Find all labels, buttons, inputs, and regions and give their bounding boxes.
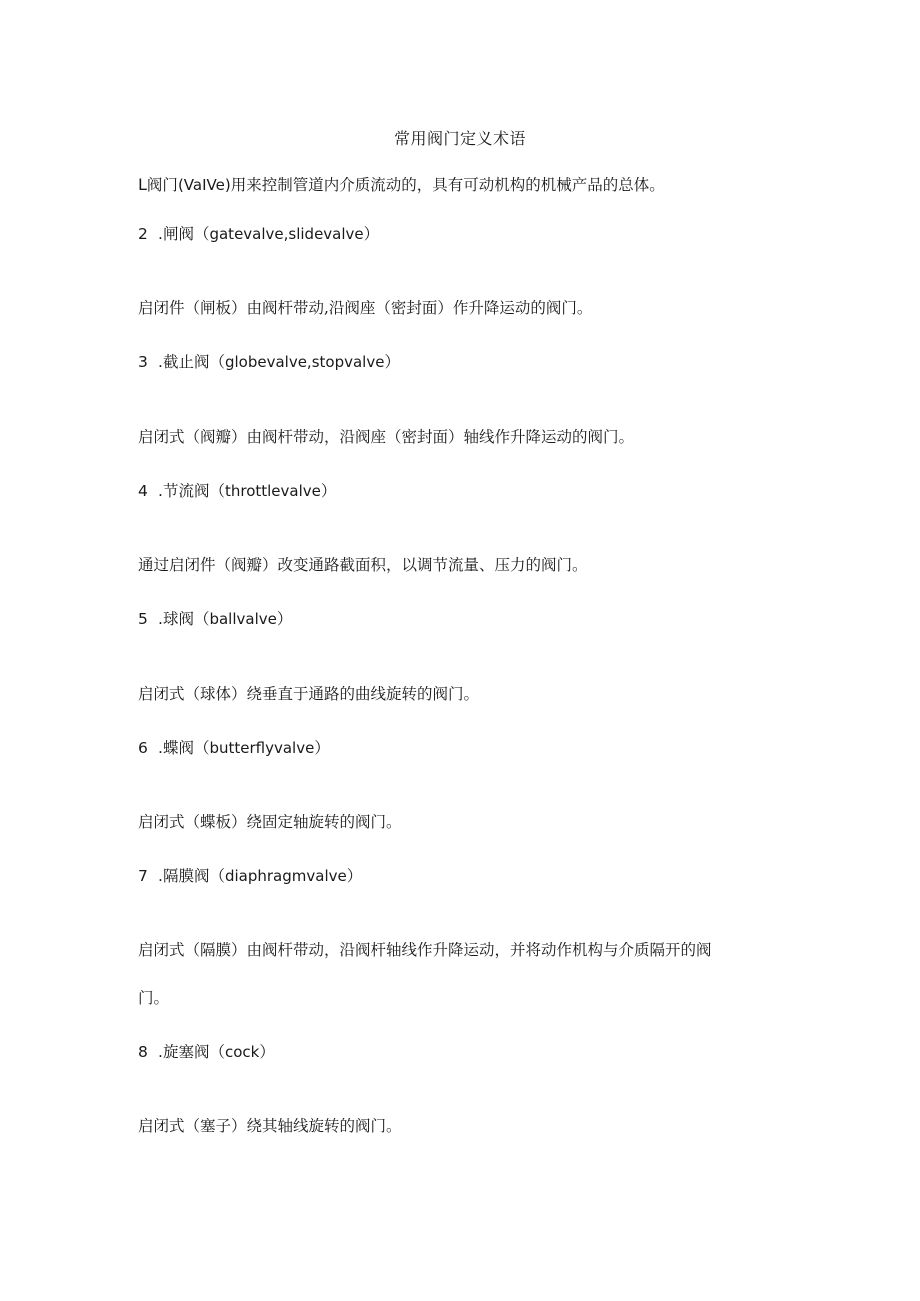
section-definition: 启闭式（蝶板）绕固定轴旋转的阀门。: [138, 813, 402, 831]
section-term: butterflyvalve: [209, 739, 315, 757]
section-number: 5: [138, 610, 148, 628]
section-number: 3: [138, 353, 148, 371]
section-definition: 启闭式（塞子）绕其轴线旋转的阀门。: [138, 1117, 402, 1135]
section-number: 7: [138, 867, 148, 885]
section-heading: 6 .蝶阀（butterflyvalve）: [138, 739, 330, 757]
page-title: 常用阀门定义术语: [393, 129, 526, 148]
intro-definition: 用来控制管道内介质流动的，具有可动机构的机械产品的总体。: [230, 176, 665, 194]
intro-term-en: (VaIVe): [177, 176, 231, 194]
section-term: throttlevalve: [224, 482, 321, 500]
section-heading: 4 .节流阀（throttlevalve）: [138, 482, 337, 500]
section-term: diaphragmvalve: [224, 867, 347, 885]
section-heading: 5 .球阀（ballvalve）: [138, 610, 293, 628]
section-definition: 通过启闭件（阀瓣）改变通路截面积，以调节流量、压力的阀门。: [138, 556, 588, 574]
section-term: globevalve,stopvalve: [224, 353, 385, 371]
section-name: 蝶阀: [162, 739, 194, 757]
section-term: gatevalve,slidevalve: [209, 225, 364, 243]
section-definition: 启闭式（球体）绕垂直于通路的曲线旋转的阀门。: [138, 685, 480, 703]
section-name: 球阀: [162, 610, 194, 628]
section-heading: 7 .隔膜阀（diaphragmvalve）: [138, 867, 363, 885]
section-number: 2: [138, 225, 148, 243]
intro-paragraph: [138, 174, 798, 196]
section-definition-continued: 门。: [138, 989, 170, 1007]
section-number: 8: [138, 1043, 148, 1061]
section-name: 截止阀: [162, 353, 210, 371]
section-definition: 启闭件（闸板）由阀杆带动,沿阀座（密封面）作升降运动的阀门。: [138, 299, 593, 317]
section-name: 旋塞阀: [162, 1043, 210, 1061]
section-name: 节流阀: [162, 482, 210, 500]
section-heading: 2 .闸阀（gatevalve,slidevalve）: [138, 225, 380, 243]
section-heading: 3 .截止阀（globevalve,stopvalve）: [138, 353, 400, 371]
section-heading: 8 .旋塞阀（cock）: [138, 1043, 275, 1061]
section-definition: 启闭式（隔膜）由阀杆带动，沿阀杆轴线作升降运动，并将动作机构与介质隔开的阀: [138, 941, 712, 959]
section-definition: 启闭式（阀瓣）由阀杆带动，沿阀座（密封面）轴线作升降运动的阀门。: [138, 428, 635, 446]
section-number: 4: [138, 482, 148, 500]
section-term: ballvalve: [209, 610, 277, 628]
section-name: 隔膜阀: [162, 867, 210, 885]
intro-term-cn: 阀门: [146, 176, 178, 194]
section-term: cock: [224, 1043, 260, 1061]
intro-lead: L: [138, 175, 147, 194]
section-number: 6: [138, 739, 148, 757]
section-name: 闸阀: [162, 225, 194, 243]
